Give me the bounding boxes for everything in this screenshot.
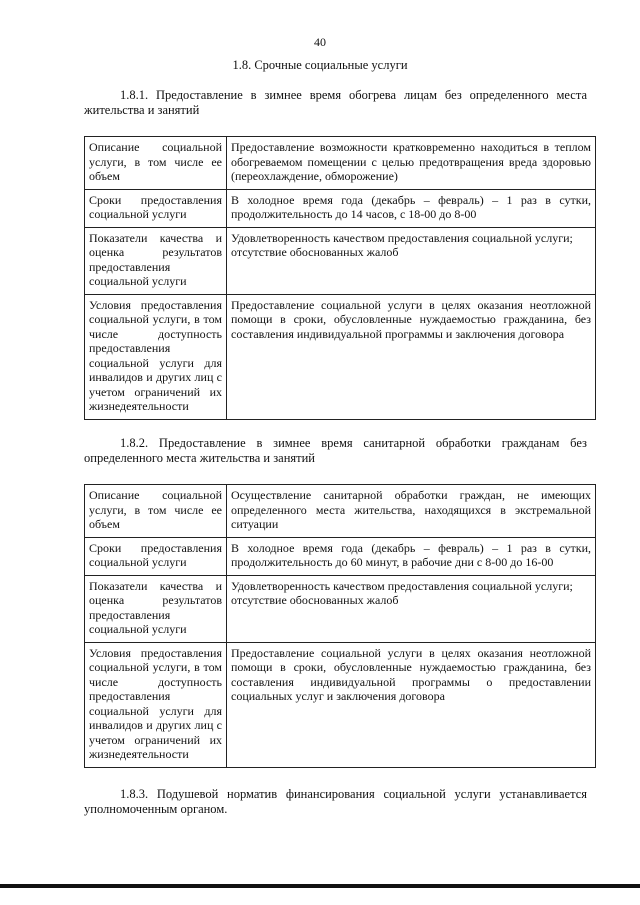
table-row: [85, 485, 596, 538]
page-number: 40: [314, 35, 326, 49]
row-label: Показатели качества и оценка результатов предоставления социальной услуги: [85, 227, 227, 294]
table-row: [85, 227, 596, 294]
row-value: Предоставление социальной услуги в целях оказания неотложной помощи в сроки, обусловленные нуждаемостью гражданина, без составления индивидуальной программы и заключения договора: [227, 294, 596, 419]
table-row: [85, 537, 596, 575]
row-value: Предоставление социальной услуги в целях оказания неотложной помощи в сроки, обусловленные нуждаемостью гражданина, без составления индивидуальной программы о предоставлении социальных услуг и заключения договора: [227, 642, 596, 767]
service-3-text: 1.8.3. Подушевой норматив финансирования социальной услуги устанавливается уполномоченным органом.: [84, 787, 587, 816]
row-value: Удовлетворенность качеством предоставления социальной услуги; отсутствие обоснованных жалоб: [227, 575, 596, 642]
row-label: Описание социальной услуги, в том числе ее объем: [85, 137, 227, 190]
service-1-heading: 1.8.1. Предоставление в зимнее время обогрева лицам без определенного места жительства и занятий: [84, 88, 587, 117]
row-label: Сроки предоставления социальной услуги: [85, 189, 227, 227]
table-row: [85, 642, 596, 767]
row-value: Осуществление санитарной обработки граждан, не имеющих определенного места жительства, находящихся в экстремальной ситуации: [227, 485, 596, 538]
table-row: [85, 189, 596, 227]
row-label: Условия предоставления социальной услуги, в том числе доступность предоставления социальной услуги для инвалидов и других лиц с учетом ограничений их жизнедеятельности: [85, 294, 227, 419]
service-1-table: [84, 136, 596, 420]
table-row: [85, 137, 596, 190]
service-2-table: [84, 484, 596, 768]
row-label: Сроки предоставления социальной услуги: [85, 537, 227, 575]
bottom-rule: [0, 884, 640, 888]
row-label: Описание социальной услуги, в том числе ее объем: [85, 485, 227, 538]
row-label: Условия предоставления социальной услуги, в том числе доступность предоставления социальной услуги для инвалидов и других лиц с учетом ограничений их жизнедеятельности: [85, 642, 227, 767]
table-row: [85, 294, 596, 419]
row-value: Удовлетворенность качеством предоставления социальной услуги; отсутствие обоснованных жалоб: [227, 227, 596, 294]
row-label: Показатели качества и оценка результатов предоставления социальной услуги: [85, 575, 227, 642]
section-title: 1.8. Срочные социальные услуги: [232, 58, 408, 72]
row-value: Предоставление возможности кратковременно находиться в теплом обогреваемом помещении с целью предотвращения вреда здоровью (переохлаждение, обморожение): [227, 137, 596, 190]
table-row: [85, 575, 596, 642]
service-2-heading: 1.8.2. Предоставление в зимнее время санитарной обработки гражданам без определенного места жительства и занятий: [84, 436, 587, 465]
row-value: В холодное время года (декабрь – февраль) – 1 раз в сутки, продолжительность до 60 минут, в рабочие дни с 8-00 до 16-00: [227, 537, 596, 575]
row-value: В холодное время года (декабрь – февраль) – 1 раз в сутки, продолжительность до 14 часов, с 18-00 до 8-00: [227, 189, 596, 227]
